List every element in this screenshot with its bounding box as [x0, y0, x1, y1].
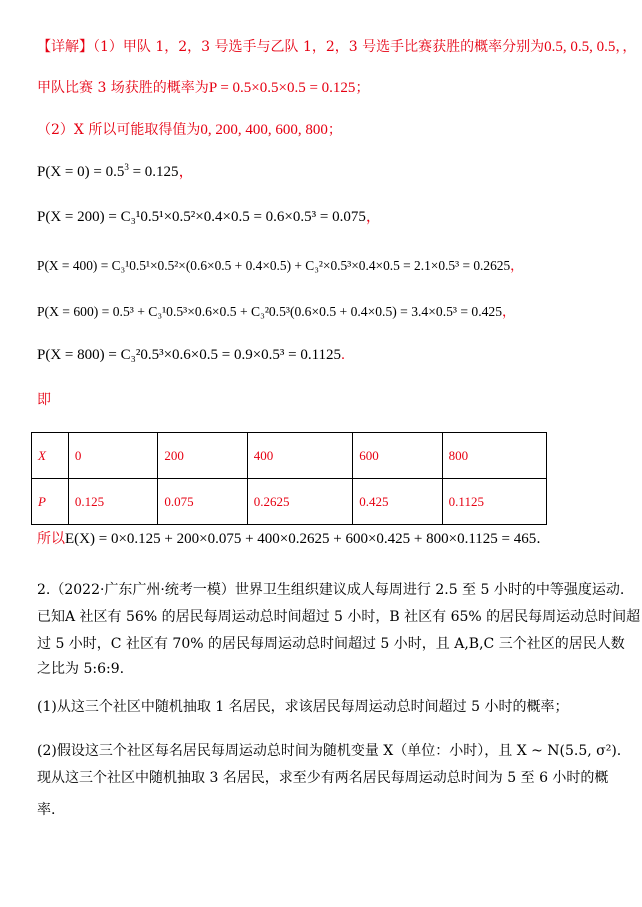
solution-line-2 [37, 78, 369, 98]
prob-x400-formula: P(X = 400) = C₃¹0.5¹×0.5²×(0.6×0.5 + 0.4×0.5) + C₃²×0.5³×0.4×0.5 = 2.1×0.5³ = 0.2625 [37, 258, 511, 273]
prob-x800-formula: P(X = 800) = C₃²0.5³×0.6×0.5 = 0.9×0.5³ = 0.1125 [37, 347, 342, 363]
distribution-table [31, 432, 547, 525]
problem2-subquestion-2-line-1: (2)假设这三个社区每名居民每周运动总时间为随机变量 X（单位：小时），且 X ~ N(5.5, σ²). [37, 743, 622, 759]
problem2-subquestion-2-line-3: 率. [37, 802, 56, 818]
problem2-line-1: 2.（2022·广东广州·统考一模）世界卫生组织建议成人每周进行 2.5 至 5 小时的中等强度运动. [37, 582, 625, 598]
table-cell: 400 [247, 433, 352, 479]
prob-x400 [37, 256, 524, 276]
prob-x400-tail: ， [510, 258, 524, 273]
solution-text-1: （1）甲队 1，2，3 号选手与乙队 1，2，3 号选手比赛获胜的概率分别为 [93, 39, 545, 55]
problem2-line-3: 过 5 小时，C 社区有 70% 的居民每周运动总时间超过 5 小时，且 A,B,C 三个社区的居民人数 [37, 636, 625, 652]
solution-line-3 [37, 120, 342, 140]
expectation-formula: E(X) = 0×0.125 + 200×0.075 + 400×0.2625 + 600×0.425 + 800×0.1125 = 465 [65, 531, 537, 547]
prob-x600 [37, 302, 516, 322]
table-cell: 0.425 [353, 479, 442, 525]
table-cell: 200 [158, 433, 247, 479]
problem2-subquestion-1: (1)从这三个社区中随机抽取 1 名居民，求该居民每周运动总时间超过 5 小时的概率； [37, 699, 569, 715]
table-cell: 0.075 [158, 479, 247, 525]
solution-formula-2: P = 0.5×0.5×0.5 = 0.125 [208, 80, 356, 96]
expectation-line [37, 529, 541, 549]
expectation-prefix: 所以 [37, 531, 65, 547]
table-cell: 0 [68, 433, 157, 479]
table-cell: X [32, 433, 69, 479]
table-cell: P [32, 479, 69, 525]
solution-tail-1: ，， [615, 39, 637, 55]
table-cell: 600 [353, 433, 442, 479]
prob-x0 [37, 162, 194, 182]
solution-text-3: （2）X 所以可能取得值为 [37, 122, 201, 138]
prob-x0-rhs: = 0.125 [128, 164, 179, 180]
solution-line-1 [37, 37, 636, 57]
prob-x0-tail: ， [178, 164, 194, 180]
solution-text-2: 甲队比赛 3 场获胜的概率为 [37, 80, 209, 96]
solution-tail-2: ； [355, 80, 370, 96]
prob-x800 [37, 345, 345, 365]
detail-label: 【详解】 [37, 39, 93, 55]
expectation-tail: . [536, 531, 541, 547]
prob-x600-formula: P(X = 600) = 0.5³ + C₃¹0.5³×0.6×0.5 + C₃²0.5³(0.6×0.5 + 0.4×0.5) = 3.4×0.5³ = 0.425 [37, 304, 503, 319]
table-row [32, 433, 547, 479]
table-cell: 0.2625 [247, 479, 352, 525]
table-cell: 0.125 [68, 479, 157, 525]
prob-x800-tail: . [341, 347, 345, 363]
prob-x200 [37, 207, 381, 227]
problem2-line-4: 之比为 5:6:9. [37, 661, 125, 677]
prob-x600-tail: ， [502, 304, 516, 319]
problem2-line-2: 已知A 社区有 56% 的居民每周运动总时间超过 5 小时，B 社区有 65% 的居民每周运动总时间超 [37, 609, 641, 625]
problem2-subquestion-2-line-2: 现从这三个社区中随机抽取 3 名居民，求至少有两名居民每周运动总时间为 5 至 6 小时的概 [37, 770, 609, 786]
table-cell: 800 [442, 433, 546, 479]
solution-values-1: 0.5, 0.5, 0.5 [544, 39, 616, 55]
solution-values-3: 0, 200, 400, 600, 800 [200, 122, 328, 138]
prob-x0-exp: 3 [124, 162, 129, 172]
prob-x200-formula: P(X = 200) = C₃¹0.5¹×0.5²×0.4×0.5 = 0.6×0.5³ = 0.075 [37, 209, 366, 225]
table-row [32, 479, 547, 525]
prob-x200-tail: ， [365, 209, 381, 225]
prob-x0-lhs: P(X = 0) = 0.5 [37, 164, 125, 180]
table-cell: 0.1125 [442, 479, 546, 525]
solution-tail-3: ； [327, 122, 342, 138]
ji-label: 即 [37, 392, 51, 408]
